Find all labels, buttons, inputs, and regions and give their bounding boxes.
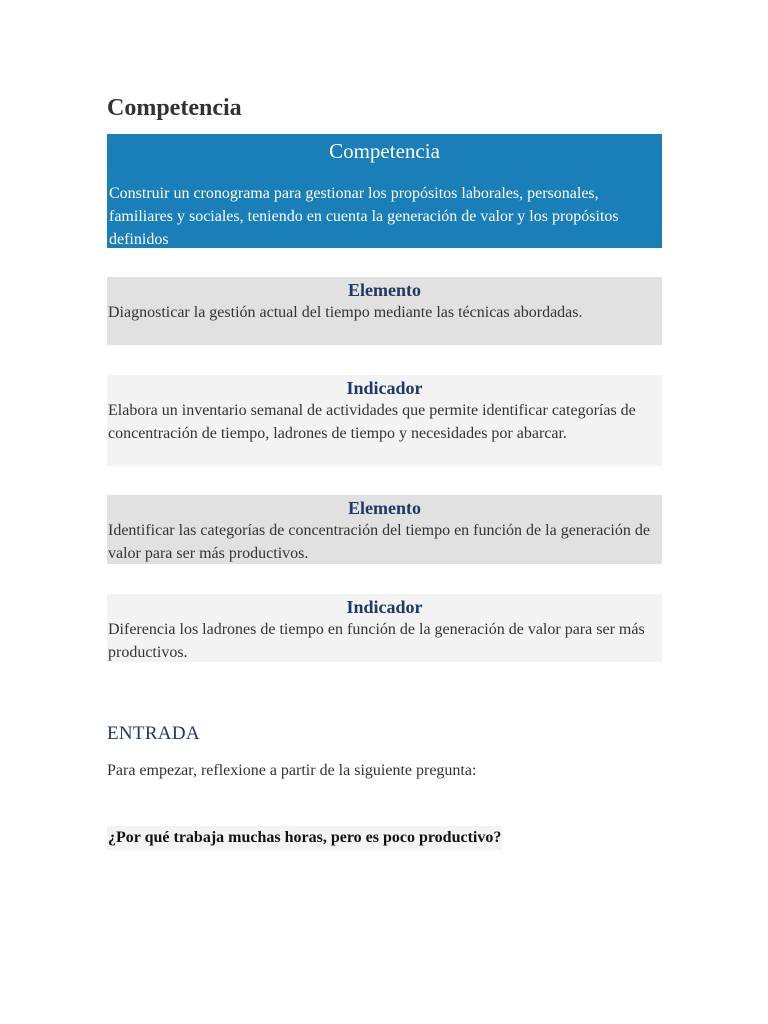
- page-title: Competencia: [107, 95, 242, 121]
- elemento-text-2: Identificar las categorías de concentración del tiempo en función de la generación de valor para ser más productivos.: [108, 522, 650, 562]
- elemento-heading-1: Elemento: [348, 280, 421, 300]
- indicador-card-2: [107, 594, 662, 662]
- elemento-heading-2: Elemento: [348, 498, 421, 518]
- reflection-question: ¿Por qué trabaja muchas horas, pero es poco productivo?: [107, 826, 502, 850]
- competencia-heading: Competencia: [329, 139, 440, 163]
- elemento-card-2: [107, 495, 662, 564]
- competencia-box: [107, 134, 662, 248]
- elemento-card-1: [107, 277, 662, 345]
- competencia-text: Construir un cronograma para gestionar los propósitos laborales, personales, familiares y sociales, teniendo en cuenta la generación de valor y los propósitos definidos: [109, 185, 619, 248]
- indicador-text-1: Elabora un inventario semanal de actividades que permite identificar categorías de concentración de tiempo, ladrones de tiempo y necesidades por abarcar.: [108, 402, 636, 442]
- indicador-heading-1: Indicador: [346, 378, 423, 398]
- indicador-card-1: [107, 375, 662, 466]
- indicador-heading-2: Indicador: [346, 597, 423, 617]
- entrada-title: ENTRADA: [107, 723, 200, 744]
- indicador-text-2: Diferencia los ladrones de tiempo en función de la generación de valor para ser más productivos.: [108, 621, 645, 661]
- entrada-intro: Para empezar, reflexione a partir de la siguiente pregunta:: [107, 762, 477, 779]
- elemento-text-1: Diagnosticar la gestión actual del tiempo mediante las técnicas abordadas.: [108, 304, 583, 321]
